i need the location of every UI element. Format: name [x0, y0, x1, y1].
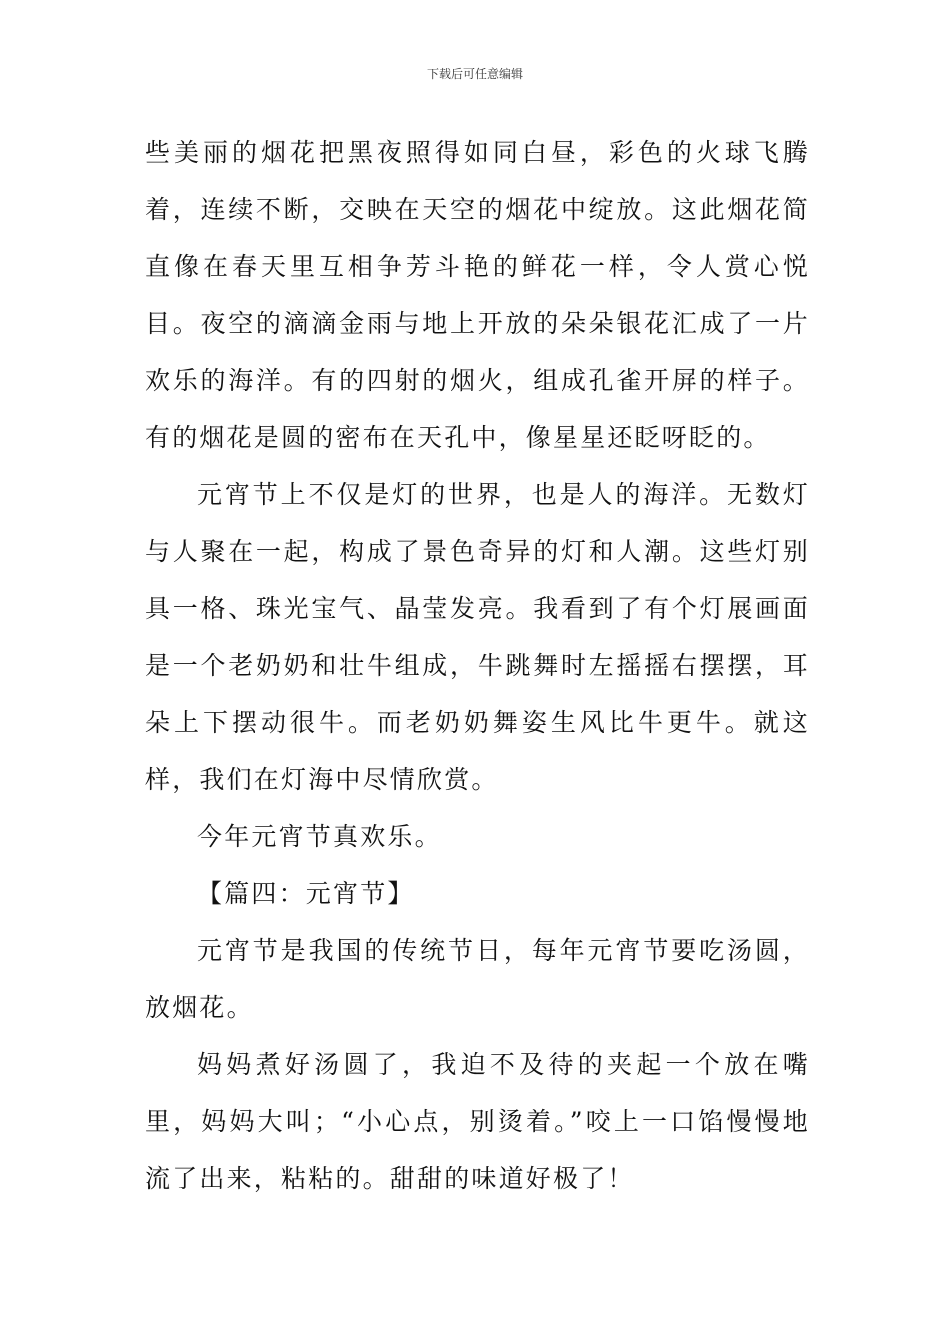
- document-body: [145, 124, 810, 1207]
- paragraph-tradition: 元宵节是我国的传统节日，每年元宵节要吃汤圆，放烟花。: [145, 936, 810, 1022]
- page-header: 下载后可任意编辑: [426, 67, 523, 81]
- paragraph-fireworks: 些美丽的烟花把黑夜照得如同白昼，彩色的火球飞腾着，连续不断，交映在天空的烟花中绽放。这此烟花简直像在春天里互相争芳斗艳的鲜花一样，令人赏心悦目。夜空的滴滴金雨与地上开放的朵朵银花汇成了一片欢乐的海洋。有的四射的烟火，组成孔雀开屏的样子。有的烟花是圆的密布在天孔中，像星星还眨呀眨的。: [145, 138, 810, 452]
- section-heading: 【篇四：元宵节】: [197, 879, 415, 908]
- paragraph-happy: 今年元宵节真欢乐。: [197, 822, 442, 851]
- paragraph-lanterns: 元宵节上不仅是灯的世界，也是人的海洋。无数灯与人聚在一起，构成了景色奇异的灯和人潮。这些灯别具一格、珠光宝气、晶莹发亮。我看到了有个灯展画面是一个老奶奶和壮牛组成，牛跳舞时左摇摇右摆摆，耳朵上下摆动很牛。而老奶奶舞姿生风比牛更牛。就这样，我们在灯海中尽情欣赏。: [145, 480, 810, 794]
- paragraph-tangyuan: 妈妈煮好汤圆了，我迫不及待的夹起一个放在嘴里，妈妈大叫；“小心点，别烫着。”咬上一口馅慢慢地流了出来，粘粘的。甜甜的味道好极了！: [145, 1050, 810, 1193]
